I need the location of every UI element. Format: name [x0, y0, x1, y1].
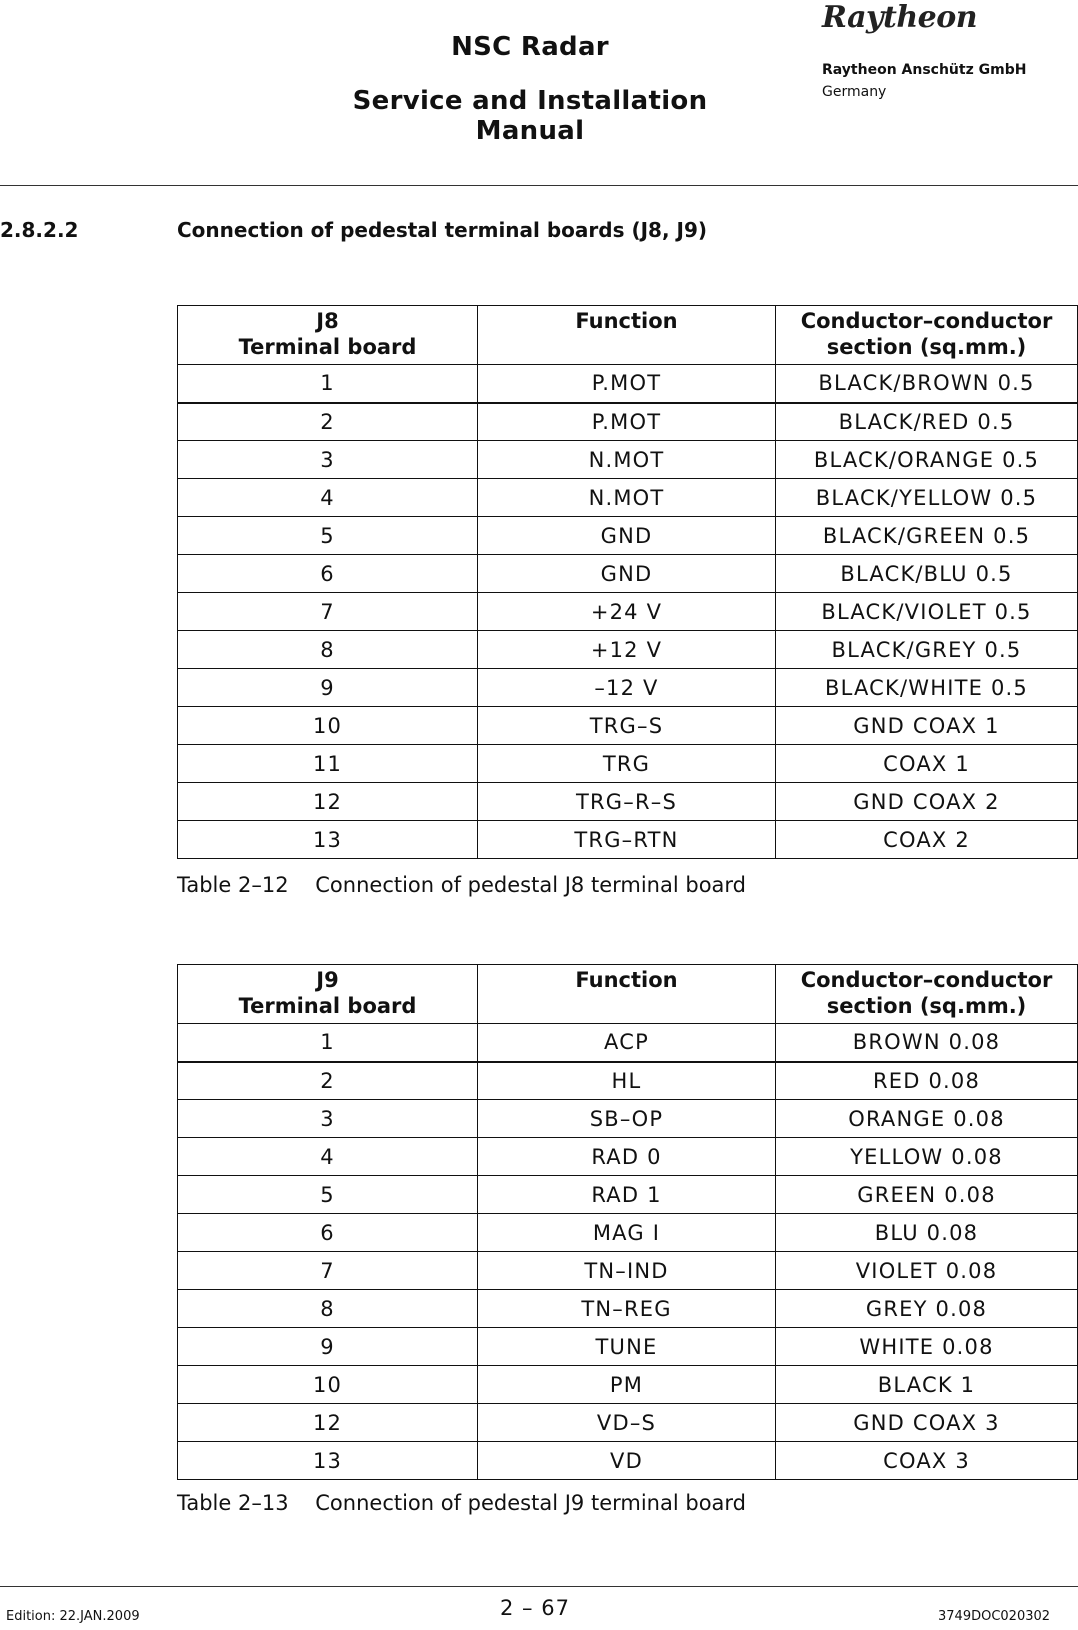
cell-function: GND: [478, 555, 776, 593]
cell-terminal: 11: [178, 745, 478, 783]
header-terminal-label: Terminal board: [238, 335, 417, 359]
cell-terminal: 5: [178, 517, 478, 555]
table-row: [178, 555, 1078, 593]
table-header-row: [178, 965, 1078, 1024]
j9-terminal-table: [177, 964, 1078, 1480]
cell-conductor: BLACK/ORANGE 0.5: [776, 441, 1078, 479]
cell-function: TN–IND: [478, 1252, 776, 1290]
cell-function: VD: [478, 1442, 776, 1480]
cell-terminal: 1: [178, 1024, 478, 1062]
cell-function: TUNE: [478, 1328, 776, 1366]
table-header-row: [178, 306, 1078, 365]
cell-conductor: BROWN 0.08: [776, 1024, 1078, 1062]
cell-conductor: BLACK/VIOLET 0.5: [776, 593, 1078, 631]
cell-conductor: BLACK/YELLOW 0.5: [776, 479, 1078, 517]
section-title: Connection of pedestal terminal boards (J8, J9): [177, 218, 708, 242]
cell-terminal: 13: [178, 821, 478, 859]
table-row: [178, 1176, 1078, 1214]
cell-terminal: 6: [178, 555, 478, 593]
cell-function: RAD 1: [478, 1176, 776, 1214]
cell-terminal: 10: [178, 1366, 478, 1404]
cell-function: N.MOT: [478, 441, 776, 479]
footer-divider: [0, 1586, 1078, 1587]
cell-terminal: 13: [178, 1442, 478, 1480]
cell-terminal: 4: [178, 479, 478, 517]
document-subtitle: Service and Installation Manual: [352, 86, 708, 146]
table-row: [178, 365, 1078, 403]
cell-conductor: GND COAX 2: [776, 783, 1078, 821]
header-terminal-board: [178, 965, 478, 1024]
table-row: [178, 1290, 1078, 1328]
company-country: Germany: [822, 84, 887, 100]
cell-terminal: 1: [178, 365, 478, 403]
table-row: [178, 745, 1078, 783]
table-row: [178, 707, 1078, 745]
header-conductor-label: Conductor–conductor: [800, 309, 1053, 333]
table-row: [178, 1328, 1078, 1366]
cell-terminal: 3: [178, 1100, 478, 1138]
table-row: [178, 1062, 1078, 1100]
header-section-label: section (sq.mm.): [826, 994, 1027, 1018]
cell-function: ACP: [478, 1024, 776, 1062]
cell-conductor: VIOLET 0.08: [776, 1252, 1078, 1290]
cell-function: N.MOT: [478, 479, 776, 517]
table-row: [178, 1100, 1078, 1138]
cell-terminal: 5: [178, 1176, 478, 1214]
cell-conductor: GREEN 0.08: [776, 1176, 1078, 1214]
cell-function: TRG: [478, 745, 776, 783]
header-conductor-label: Conductor–conductor: [800, 968, 1053, 992]
cell-function: P.MOT: [478, 365, 776, 403]
table-row: [178, 821, 1078, 859]
cell-conductor: COAX 2: [776, 821, 1078, 859]
cell-terminal: 8: [178, 631, 478, 669]
cell-conductor: COAX 3: [776, 1442, 1078, 1480]
cell-conductor: RED 0.08: [776, 1062, 1078, 1100]
table-row: [178, 783, 1078, 821]
cell-conductor: BLACK/BROWN 0.5: [776, 365, 1078, 403]
cell-terminal: 3: [178, 441, 478, 479]
header-connector-label: J8: [316, 309, 339, 333]
table-row: [178, 479, 1078, 517]
document-title: NSC Radar: [451, 32, 609, 62]
table-row: [178, 403, 1078, 441]
table-row: [178, 1366, 1078, 1404]
cell-function: PM: [478, 1366, 776, 1404]
header-conductor-section: [776, 306, 1078, 365]
cell-conductor: WHITE 0.08: [776, 1328, 1078, 1366]
table-row: [178, 1214, 1078, 1252]
table-row: [178, 1404, 1078, 1442]
table-row: [178, 1252, 1078, 1290]
header-conductor-section: [776, 965, 1078, 1024]
document-number: 3749DOC020302: [938, 1609, 1051, 1624]
cell-terminal: 10: [178, 707, 478, 745]
cell-function: SB–OP: [478, 1100, 776, 1138]
cell-conductor: ORANGE 0.08: [776, 1100, 1078, 1138]
cell-terminal: 9: [178, 669, 478, 707]
table-row: [178, 1138, 1078, 1176]
table-caption-j8: Table 2–12 Connection of pedestal J8 terminal board: [177, 873, 746, 897]
table-row: [178, 593, 1078, 631]
cell-terminal: 8: [178, 1290, 478, 1328]
cell-terminal: 12: [178, 783, 478, 821]
cell-terminal: 2: [178, 403, 478, 441]
j8-terminal-table: [177, 305, 1078, 859]
cell-function: RAD 0: [478, 1138, 776, 1176]
cell-conductor: COAX 1: [776, 745, 1078, 783]
cell-terminal: 9: [178, 1328, 478, 1366]
table-row: [178, 441, 1078, 479]
cell-function: TRG–R–S: [478, 783, 776, 821]
cell-conductor: YELLOW 0.08: [776, 1138, 1078, 1176]
header-terminal-board: [178, 306, 478, 365]
cell-terminal: 6: [178, 1214, 478, 1252]
header-function: Function: [478, 306, 776, 365]
j8-table-body: [178, 365, 1078, 859]
section-number: 2.8.2.2: [0, 218, 79, 242]
cell-function: +12 V: [478, 631, 776, 669]
cell-terminal: 2: [178, 1062, 478, 1100]
cell-conductor: BLACK/GREY 0.5: [776, 631, 1078, 669]
cell-function: TRG–S: [478, 707, 776, 745]
cell-function: P.MOT: [478, 403, 776, 441]
edition-date: Edition: 22.JAN.2009: [6, 1609, 140, 1624]
cell-conductor: BLACK/RED 0.5: [776, 403, 1078, 441]
table-row: [178, 669, 1078, 707]
cell-function: VD–S: [478, 1404, 776, 1442]
header-function: Function: [478, 965, 776, 1024]
cell-terminal: 4: [178, 1138, 478, 1176]
cell-function: HL: [478, 1062, 776, 1100]
cell-function: +24 V: [478, 593, 776, 631]
header-connector-label: J9: [316, 968, 339, 992]
cell-function: GND: [478, 517, 776, 555]
table-row: [178, 631, 1078, 669]
cell-conductor: BLACK/WHITE 0.5: [776, 669, 1078, 707]
cell-conductor: BLACK 1: [776, 1366, 1078, 1404]
cell-conductor: BLACK/BLU 0.5: [776, 555, 1078, 593]
page-number: 2 – 67: [500, 1596, 570, 1620]
cell-function: TN–REG: [478, 1290, 776, 1328]
table-row: [178, 1442, 1078, 1480]
header-section-label: section (sq.mm.): [826, 335, 1027, 359]
cell-function: TRG–RTN: [478, 821, 776, 859]
j9-table-body: [178, 1024, 1078, 1480]
table-caption-j9: Table 2–13 Connection of pedestal J9 terminal board: [177, 1491, 746, 1515]
table-row: [178, 1024, 1078, 1062]
cell-conductor: GREY 0.08: [776, 1290, 1078, 1328]
cell-conductor: GND COAX 1: [776, 707, 1078, 745]
table-row: [178, 517, 1078, 555]
cell-function: –12 V: [478, 669, 776, 707]
cell-conductor: GND COAX 3: [776, 1404, 1078, 1442]
header-divider: [0, 185, 1078, 186]
cell-terminal: 7: [178, 593, 478, 631]
cell-terminal: 7: [178, 1252, 478, 1290]
header-terminal-label: Terminal board: [238, 994, 417, 1018]
cell-terminal: 12: [178, 1404, 478, 1442]
cell-conductor: BLACK/GREEN 0.5: [776, 517, 1078, 555]
raytheon-logo: Raytheon: [822, 0, 978, 35]
cell-conductor: BLU 0.08: [776, 1214, 1078, 1252]
cell-function: MAG I: [478, 1214, 776, 1252]
company-name: Raytheon Anschütz GmbH: [822, 62, 1027, 78]
